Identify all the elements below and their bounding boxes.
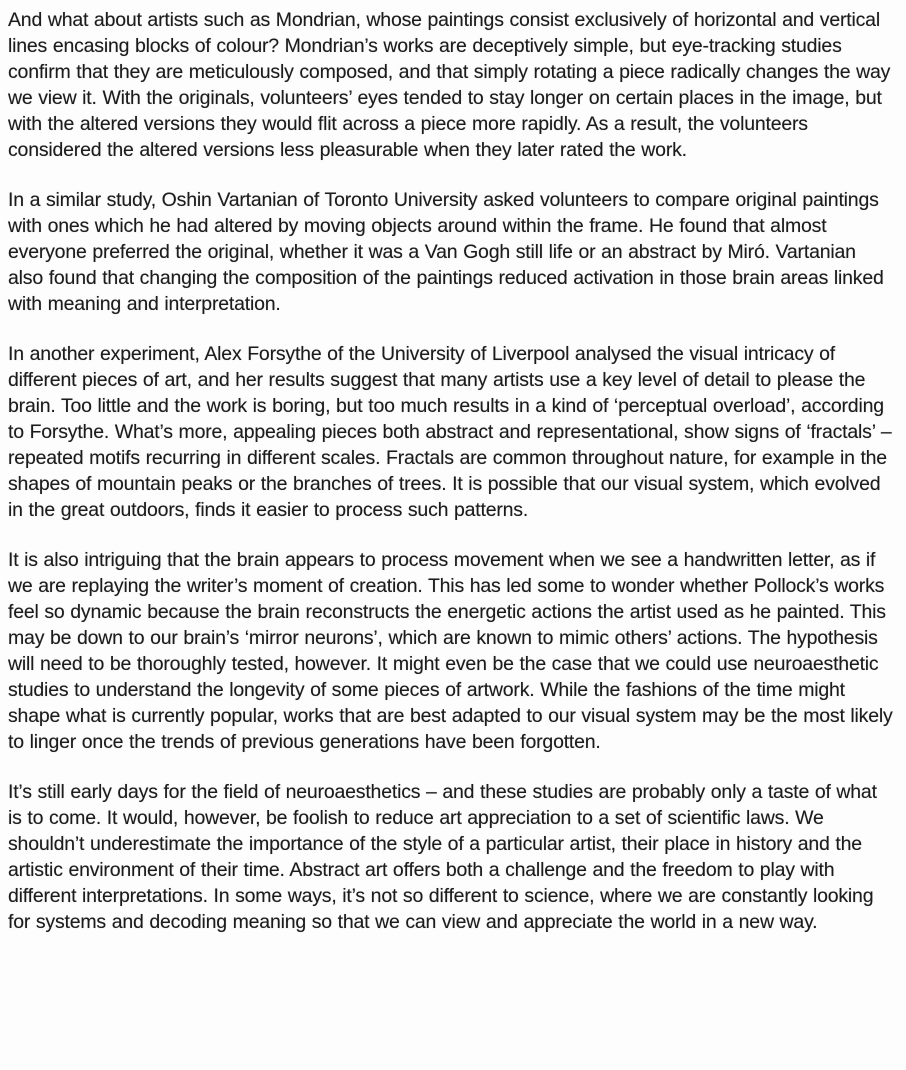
paragraph-mondrian-eye-tracking: And what about artists such as Mondrian, whose paintings consist exclusively of horizontal and vertical lines encasing blocks of colour? Mondrian’s works are deceptively simple, but eye-tracking studies confirm that they are meticulously composed, and that simply rotating a piece radically changes the way we view it. With the originals, volunteers’ eyes tended to stay longer on certain places in the image, but with the altered versions they would flit across a piece more rapidly. As a result, the volunteers considered the altered versions less pleasurable when they later rated the work.: [8, 9, 891, 161]
paragraph-forsythe-fractals: In another experiment, Alex Forsythe of the University of Liverpool analysed the visual intricacy of different pieces of art, and her results suggest that many artists use a key level of detail to please the brain. Too little and the work is boring, but too much results in a kind of ‘perceptual overload’, according to Forsythe. What’s more, appealing pieces both abstract and representational, show signs of ‘fractals’ – repeated motifs recurring in different scales. Fractals are common throughout nature, for example in the shapes of mountain peaks or the branches of trees. It is possible that our visual system, which evolved in the great outdoors, finds it easier to process such patterns.: [8, 343, 892, 521]
paragraph-conclusion: It’s still early days for the field of neuroaesthetics – and these studies are probably only a taste of what is to come. It would, however, be foolish to reduce art appreciation to a set of scientific laws. We shouldn’t underestimate the importance of the style of a particular artist, their place in history and the artistic environment of their time. Abstract art offers both a challenge and the freedom to play with different interpretations. In some ways, it’s not so different to science, where we are constantly looking for systems and decoding meaning so that we can view and appreciate the world in a new way.: [8, 781, 877, 933]
paragraph-vartanian-study: In a similar study, Oshin Vartanian of Toronto University asked volunteers to compare original paintings with ones which he had altered by moving objects around within the frame. He found that almost everyone preferred the original, whether it was a Van Gogh still life or an abstract by Miró. Vartanian also found that changing the composition of the paintings reduced activation in those brain areas linked with meaning and interpretation.: [8, 189, 884, 315]
paragraph-mirror-neurons: It is also intriguing that the brain appears to process movement when we see a handwritten letter, as if we are replaying the writer’s moment of creation. This has led some to wonder whether Pollock’s works feel so dynamic because the brain reconstructs the energetic actions the artist used as he painted. This may be down to our brain’s ‘mirror neurons’, which are known to mimic others’ actions. The hypothesis will need to be thoroughly tested, however. It might even be the case that we could use neuroaesthetic studies to understand the longevity of some pieces of artwork. While the fashions of the time might shape what is currently popular, works that are best adapted to our visual system may be the most likely to linger once the trends of previous generations have been forgotten.: [8, 549, 893, 753]
